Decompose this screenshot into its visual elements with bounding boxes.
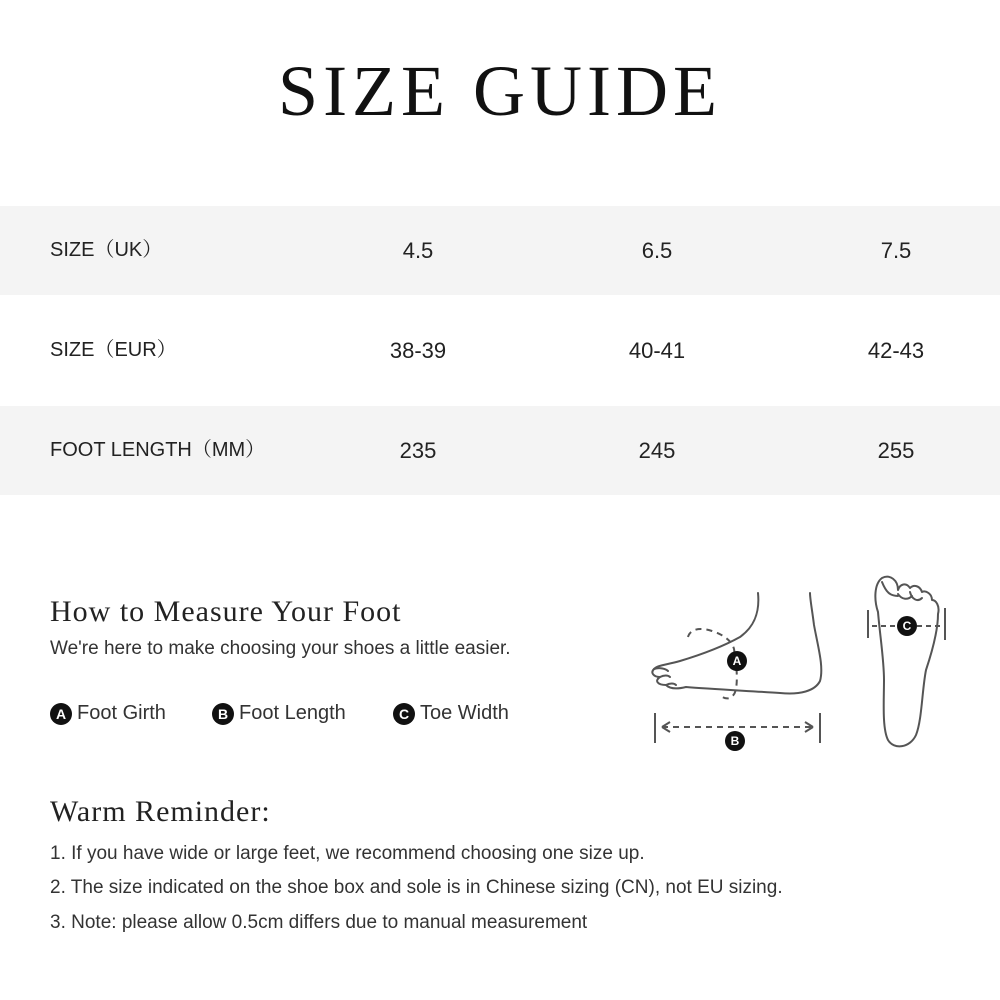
marker-c-label: C [902,619,912,633]
reminder-heading: Warm Reminder: [50,795,271,828]
page-title: SIZE GUIDE [278,51,722,131]
table-row-uk [0,206,1000,295]
table-cell: 245 [638,438,676,463]
table-cell: 42-43 [867,338,925,363]
table-row-eur [0,306,1000,395]
marker-b-icon: B [212,703,234,725]
marker-a-icon: A [50,703,72,725]
table-cell: 7.5 [880,238,912,263]
legend-foot-length [212,702,346,725]
foot-sole-view-diagram [860,570,955,755]
table-cell: 38-39 [389,338,447,363]
table-cell: 255 [877,438,915,463]
reminder-note: 3. Note: please allow 0.5cm differs due to manual measurement [50,912,588,933]
sole-outline [875,577,938,747]
row-label: SIZE（EUR） [50,339,177,361]
legend-toe-width [393,702,509,725]
table-cell: 235 [399,438,437,463]
legend-foot-girth [50,702,166,725]
reminder-note: 2. The size indicated on the shoe box and sole is in Chinese sizing (CN), not EU sizing. [50,877,783,898]
foot-side-view-diagram [640,585,840,760]
legend-label: Foot Girth [77,702,166,724]
row-label: SIZE（UK） [50,239,163,261]
legend-label: Toe Width [420,702,509,724]
table-row-foot-length [0,406,1000,495]
measure-heading: How to Measure Your Foot [50,595,402,628]
table-cell: 4.5 [402,238,434,263]
table-cell: 40-41 [628,338,686,363]
marker-c-icon: C [393,703,415,725]
legend-label: Foot Length [239,702,346,724]
marker-b-label: B [730,734,740,748]
reminder-note: 1. If you have wide or large feet, we recommend choosing one size up. [50,843,645,864]
table-cell: 6.5 [641,238,673,263]
measure-subheading: We're here to make choosing your shoes a little easier. [50,638,511,659]
marker-a-label: A [732,654,742,668]
foot-outline [652,593,821,694]
row-label: FOOT LENGTH（MM） [50,439,266,461]
